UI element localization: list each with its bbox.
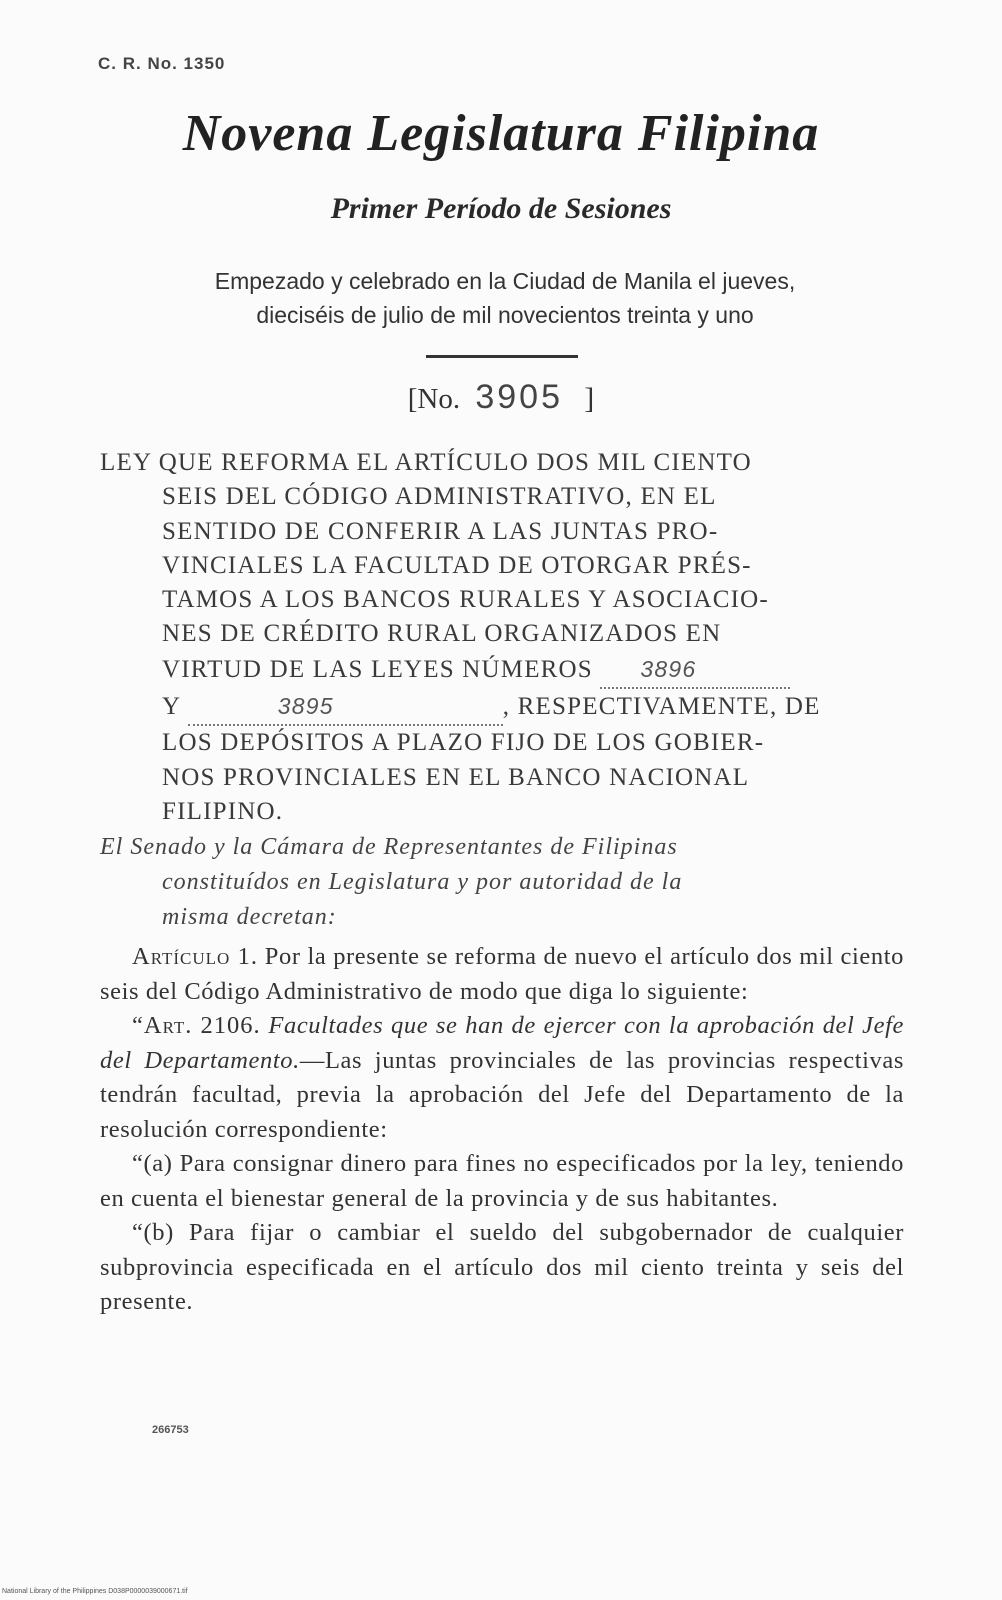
enacting-line: El Senado y la Cámara de Representantes de Filipinas — [100, 834, 678, 860]
library-credit: National Library of the Philippines D038P0000039000671.tif — [2, 1588, 188, 1595]
art-2106-ref: “Art. 2106. — [132, 1012, 261, 1039]
article-text: Por la presente se reforma de nuevo el artículo dos mil ciento seis del Código Administrativo de modo que diga lo siguiente: — [100, 943, 904, 1005]
law-title-line: LEY QUE REFORMA EL ARTÍCULO DOS MIL CIENTO — [100, 449, 752, 476]
law-title-line-text: VIRTUD DE LAS LEYES NÚMEROS — [162, 655, 593, 683]
item-b-paragraph — [100, 1216, 904, 1320]
intro-line-2: dieciséis de julio de mil novecientos treinta y uno — [256, 302, 754, 328]
act-number-suffix: ] — [584, 382, 595, 415]
cr-number: C. R. No. 1350 — [98, 54, 226, 73]
law-title-line-numbers — [100, 689, 904, 726]
act-number — [0, 378, 1002, 417]
art-2106-paragraph — [100, 1009, 904, 1147]
enacting-line: constituídos en Legislatura y por autoridad de la — [162, 869, 683, 895]
law-title-line: TAMOS A LOS BANCOS RURALES Y ASOCIACIO- — [162, 586, 769, 614]
enacting-clause — [100, 830, 904, 935]
article-1-paragraph — [100, 940, 904, 1009]
item-a-paragraph — [100, 1147, 904, 1216]
handwritten-law-number-1: 3896 — [640, 655, 697, 682]
session-intro — [110, 264, 900, 332]
law-title-line: NES DE CRÉDITO RURAL ORGANIZADOS EN — [162, 620, 722, 648]
item-a-label: “(a) — [132, 1150, 173, 1177]
article-label: Artículo 1. — [132, 943, 258, 970]
handwritten-law-number-2: 3895 — [277, 693, 334, 720]
blank-law-number-2 — [188, 689, 503, 726]
art-2106-text: —Las juntas provinciales de las provincias respectivas tendrán facultad, previa la aprobación del Jefe del Departamento de la resolución correspondiente: — [100, 1046, 904, 1143]
enacting-line: misma decretan: — [162, 904, 337, 930]
law-title-y: Y — [162, 693, 181, 721]
body-text — [100, 940, 904, 1320]
legislature-title: Novena Legislatura Filipina — [182, 105, 820, 162]
blank-law-number-1 — [600, 652, 790, 689]
act-number-prefix: [No. — [407, 383, 461, 415]
art-2106-heading: Facultades que se han de ejercer con la aprobación del Jefe del Departamento. — [100, 1012, 904, 1074]
law-title — [100, 446, 904, 829]
law-title-line: VINCIALES LA FACULTAD DE OTORGAR PRÉS- — [162, 551, 752, 579]
law-title-line: SEIS DEL CÓDIGO ADMINISTRATIVO, EN EL — [162, 483, 717, 511]
act-number-value: 3905 — [475, 378, 563, 416]
session-subtitle: Primer Período de Sesiones — [330, 192, 672, 225]
item-a-text: Para consignar dinero para fines no especificados por la ley, teniendo en cuenta el bienestar general de la provincia y de sus habitantes. — [100, 1150, 904, 1212]
print-number: 266753 — [152, 1424, 189, 1436]
law-title-line-suffix: , RESPECTIVAMENTE, DE — [502, 693, 821, 721]
law-title-line: FILIPINO. — [162, 797, 284, 825]
law-title-line: NOS PROVINCIALES EN EL BANCO NACIONAL — [162, 763, 750, 791]
divider-rule — [426, 355, 578, 358]
law-title-line: SENTIDO DE CONFERIR A LAS JUNTAS PRO- — [162, 517, 719, 545]
intro-line-1: Empezado y celebrado en la Ciudad de Manila el jueves, — [214, 268, 796, 294]
law-title-line-numbers — [100, 652, 904, 689]
item-b-text: Para fijar o cambiar el sueldo del subgobernador de cualquier subprovincia especificada en el artículo dos mil ciento treinta y seis del presente. — [100, 1219, 904, 1315]
law-title-line: LOS DEPÓSITOS A PLAZO FIJO DE LOS GOBIER- — [162, 729, 765, 757]
item-b-label: “(b) — [132, 1219, 174, 1246]
